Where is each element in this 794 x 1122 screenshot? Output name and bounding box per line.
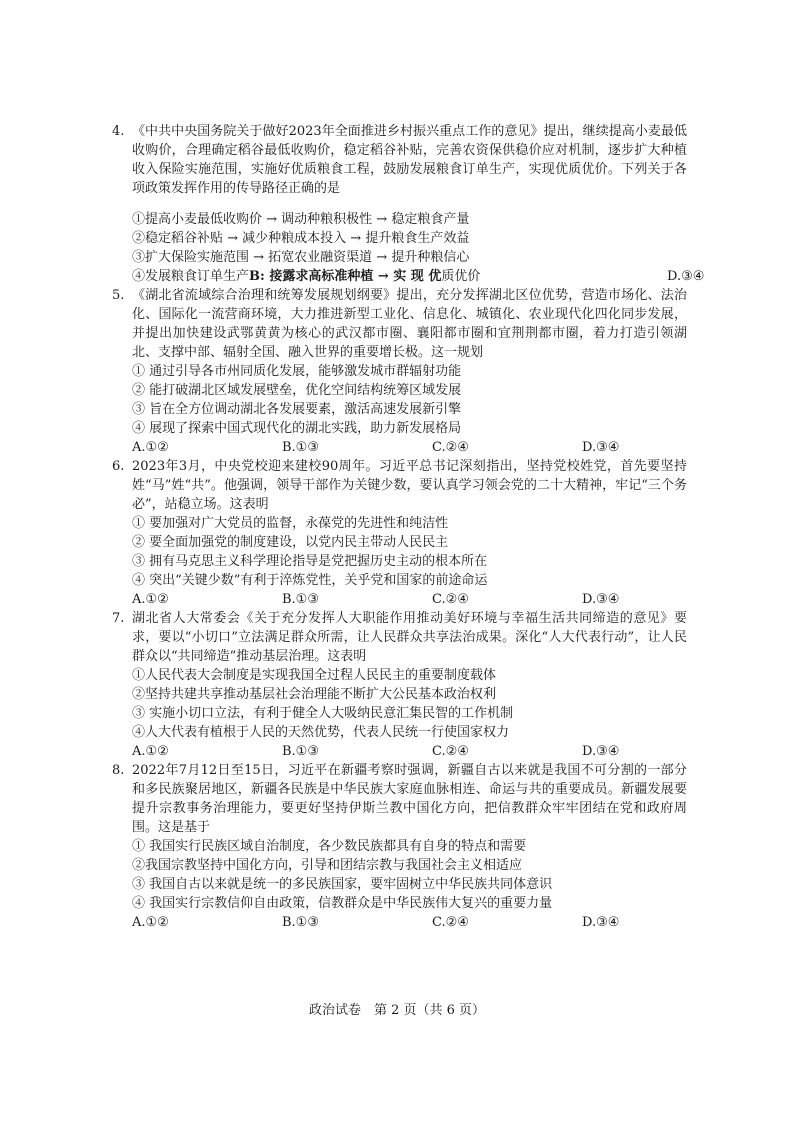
choice-a: A.①② bbox=[132, 915, 169, 930]
option-3: ③ 旨在全方位调动湖北各发展要素，激活高速发展新引擎 bbox=[132, 402, 462, 417]
question-number: 8. bbox=[112, 763, 125, 778]
choice-b: B.①③ bbox=[282, 592, 319, 607]
question-stem: 《湖北省流域综合治理和统筹发展规划纲要》提出，充分发挥湖北区位优势，营造市场化、法治化、国际化一流营商环境，大力推进新型工业化、信息化、城镇化、农业现代化四化同步发展，并提出加快建设武鄂黄黄为核心的武汉都市圈、襄阳都市圈和宜荆荆都市圈，着力打造引领湖北、支撑中部、辐射全国、融入世界的重要增长极。这一规划 bbox=[132, 288, 687, 360]
choice-c: C.②④ bbox=[432, 744, 469, 759]
option-1: ① 通过引导各市州同质化发展，能够激发城市群辐射功能 bbox=[132, 364, 462, 379]
question-stem: 2022年7月12日至15日，习近平在新疆考察时强调，新疆自古以来就是我国不可分割的一部分和多民族聚居地区，新疆各民族是中华民族大家庭血脉相连、命运与共的重要成员。新疆发展要提升宗教事务治理能力，要更好坚持伊斯兰教中国化方向，把信教群众牢牢团结在党和政府周围。这是基于 bbox=[132, 763, 687, 835]
choice-d: D.③④ bbox=[582, 440, 620, 455]
option-2: ②坚持共建共享推动基层社会治理能不断扩大公民基本政治权利 bbox=[132, 687, 497, 702]
answer-choices bbox=[112, 742, 687, 761]
option-4: ④ 我国实行宗教信仰自由政策，信教群众是中华民族伟大复兴的重要力量 bbox=[132, 896, 553, 911]
question-4 bbox=[112, 122, 705, 286]
question-number: 6. bbox=[112, 459, 125, 474]
option-2: ②我国宗教坚持中国化方向，引导和团结宗教与我国社会主义相适应 bbox=[132, 858, 523, 873]
option-2: ②稳定稻谷补贴 → 减少种粮成本投入 → 提升粮食生产效益 bbox=[132, 231, 470, 246]
choice-a: A.①② bbox=[132, 592, 169, 607]
choice-d: D.③④ bbox=[582, 592, 620, 607]
choice-a: A.①② bbox=[132, 744, 169, 759]
option-3: ③扩大保险实施范围 → 拓宽农业融资渠道 → 提升种粮信心 bbox=[132, 250, 470, 265]
question-7 bbox=[112, 609, 687, 761]
option-2: ② 能打破湖北区域发展壁垒，优化空间结构统筹区域发展 bbox=[132, 383, 462, 398]
question-number: 7. bbox=[112, 611, 125, 626]
option-1: ①人民代表大会制度是实现我国全过程人民民主的重要制度载体 bbox=[132, 668, 497, 683]
question-stem: 2023年3月，中央党校迎来建校90周年。习近平总书记深刻指出，坚持党校姓党，首先要坚持姓“马”姓“共”。他强调，领导干部作为关键少数，要认真学习领会党的二十大精神，牢记“三个务必”，站稳立场。这表明 bbox=[132, 459, 687, 512]
question-number: 4. bbox=[112, 124, 125, 139]
choice-b: B.①③ bbox=[282, 440, 319, 455]
question-stem: 《中共中央国务院关于做好2023年全面推进乡村振兴重点工作的意见》提出，继续提高小麦最低收购价，合理确定稻谷最低收购价，稳定稻谷补贴，完善农资保供稳价应对机制，逐步扩大种植收入保险实施范围，实施好优质粮食工程，鼓励发展粮食订单生产，实现优质优价。下列关于各项政策发挥作用的传导路径正确的是 bbox=[132, 124, 687, 196]
page-footer: 政治试卷 第 2 页（共 6 页） bbox=[308, 1003, 486, 1018]
option-1: ① 要加强对广大党员的监督，永葆党的先进性和纯洁性 bbox=[132, 516, 449, 531]
choice-c: C.②④ bbox=[432, 915, 469, 930]
answer-choices bbox=[112, 438, 687, 457]
question-number: 5. bbox=[112, 288, 125, 303]
option-3: ③ 实施小切口立法，有利于健全人大吸纳民意汇集民智的工作机制 bbox=[132, 706, 514, 721]
answer-choices bbox=[112, 590, 687, 609]
option-3: ③ 拥有马克思主义科学理论指导是党把握历史主动的根本所在 bbox=[132, 554, 488, 569]
choice-c: C.②④ bbox=[432, 592, 469, 607]
question-8 bbox=[112, 761, 687, 932]
option-1: ① 我国实行民族区域自治制度，各少数民族都具有自身的特点和需要 bbox=[132, 839, 527, 854]
choice-d: D.③④ bbox=[667, 269, 705, 284]
option-4: ④发展粮食订单生产B: 接露求高标准种植 → 实 现 优质优价 bbox=[132, 269, 481, 284]
question-6 bbox=[112, 457, 687, 609]
option-3: ③ 我国自古以来就是统一的多民族国家，要牢固树立中华民族共同体意识 bbox=[132, 877, 553, 892]
option-4-row bbox=[112, 267, 705, 286]
option-4: ④人大代表有植根于人民的天然优势，代表人民统一行使国家权力 bbox=[132, 725, 510, 740]
choice-c: C.②④ bbox=[432, 440, 469, 455]
question-stem: 湖北省人大常委会《关于充分发挥人大职能作用推动美好环境与幸福生活共同缔造的意见》要求，要以“小切口”立法满足群众所需，让人民群众共享法治成果。深化“人大代表行动”，让人民群众以“共同缔造”推动基层治理。这表明 bbox=[132, 611, 687, 664]
choice-d: D.③④ bbox=[582, 744, 620, 759]
answer-choices bbox=[112, 913, 687, 932]
choice-b: B.①③ bbox=[282, 744, 319, 759]
option-4: ④ 展现了探索中国式现代化的湖北实践，助力新发展格局 bbox=[132, 421, 462, 436]
choice-d: D.③④ bbox=[582, 915, 620, 930]
choice-a: A.①② bbox=[132, 440, 169, 455]
question-5 bbox=[112, 286, 687, 457]
option-2: ② 要全面加强党的制度建设，以党内民主带动人民民主 bbox=[132, 535, 449, 550]
option-1: ①提高小麦最低收购价 → 调动种粮积极性 → 稳定粮食产量 bbox=[132, 212, 470, 227]
question-list bbox=[112, 122, 705, 932]
option-4: ④ 突出“关键少数”有利于淬炼党性，关乎党和国家的前途命运 bbox=[132, 573, 488, 588]
choice-b: B.①③ bbox=[282, 915, 319, 930]
